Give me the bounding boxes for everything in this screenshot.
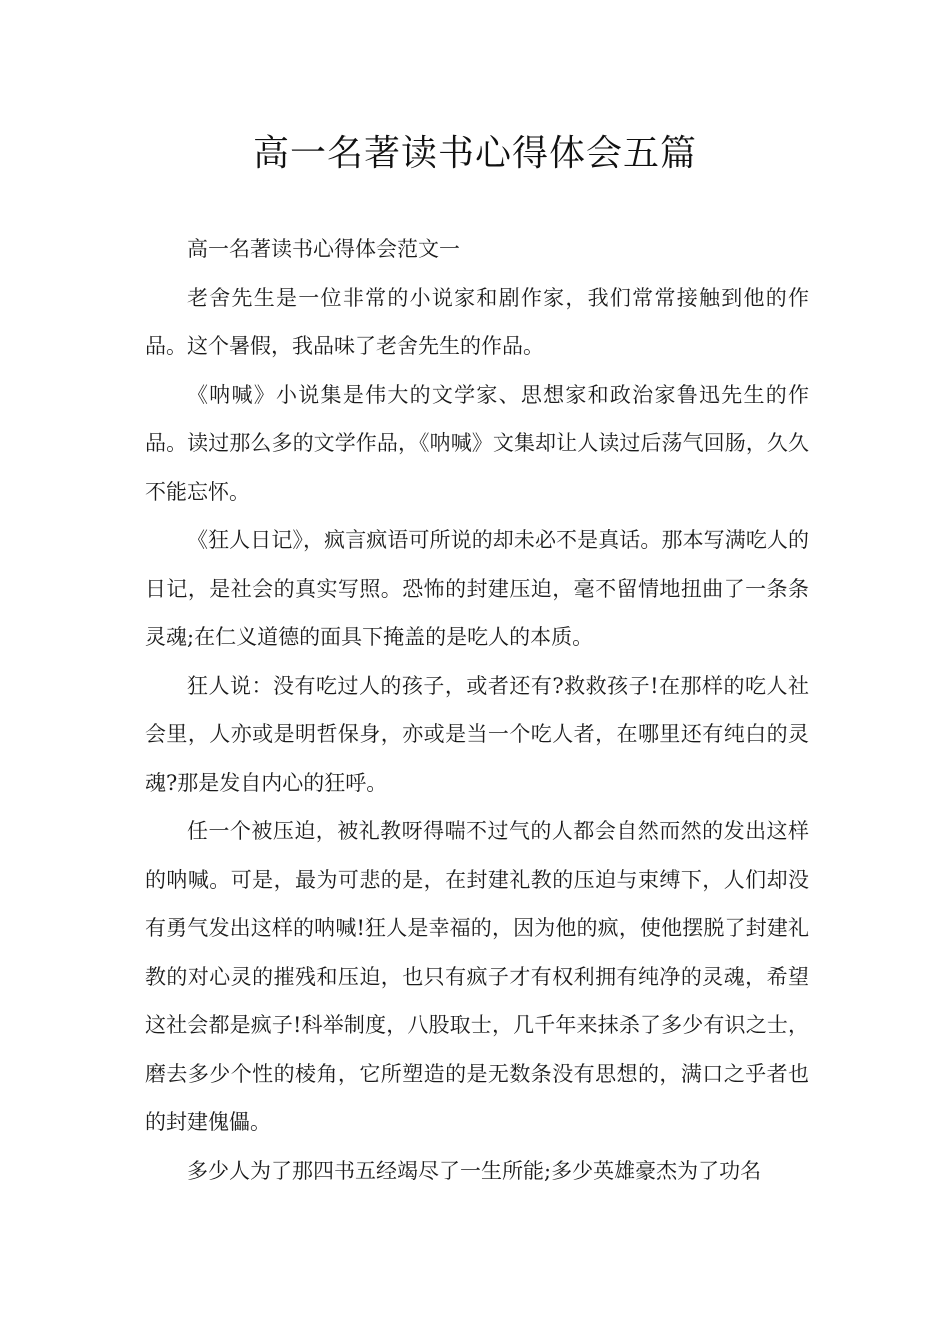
paragraph: 老舍先生是一位非常的小说家和剧作家，我们常常接触到他的作品。这个暑假，我品味了老舍先生的作品。 (145, 285, 809, 358)
paragraph: 狂人说：没有吃过人的孩子，或者还有?救救孩子!在那样的吃人社会里，人亦或是明哲保身，亦或是当一个吃人者，在哪里还有纯白的灵魂?那是发自内心的狂呼。 (145, 673, 809, 795)
paragraph: 《狂人日记》，疯言疯语可所说的却未必不是真话。那本写满吃人的日记，是社会的真实写照。恐怖的封建压迫，毫不留情地扭曲了一条条灵魂;在仁义道德的面具下掩盖的是吃人的本质。 (145, 528, 809, 649)
page-title: 高一名著读书心得体会五篇 (252, 133, 697, 174)
paragraph: 任一个被压迫，被礼教呀得喘不过气的人都会自然而然的发出这样的呐喊。可是，最为可悲的是，在封建礼教的压迫与束缚下，人们却没有勇气发出这样的呐喊!狂人是幸福的，因为他的疯，使他摆脱了封建礼教的对心灵的摧残和压迫，也只有疯子才有权利拥有纯净的灵魂，希望这社会都是疯子!科举制度，八股取士，几千年来抹杀了多少有识之士，磨去多少个性的棱角，它所塑造的是无数条没有思想的，满口之乎者也的封建傀儡。 (145, 819, 809, 1134)
document-body (145, 225, 809, 1195)
paragraph: 《呐喊》小说集是伟大的文学家、思想家和政治家鲁迅先生的作品。读过那么多的文学作品，《呐喊》文集却让人读过后荡气回肠，久久不能忘怀。 (145, 382, 809, 504)
paragraph: 多少人为了那四书五经竭尽了一生所能;多少英雄豪杰为了功名 (187, 1158, 762, 1183)
paragraph-subtitle: 高一名著读书心得体会范文一 (187, 237, 460, 261)
